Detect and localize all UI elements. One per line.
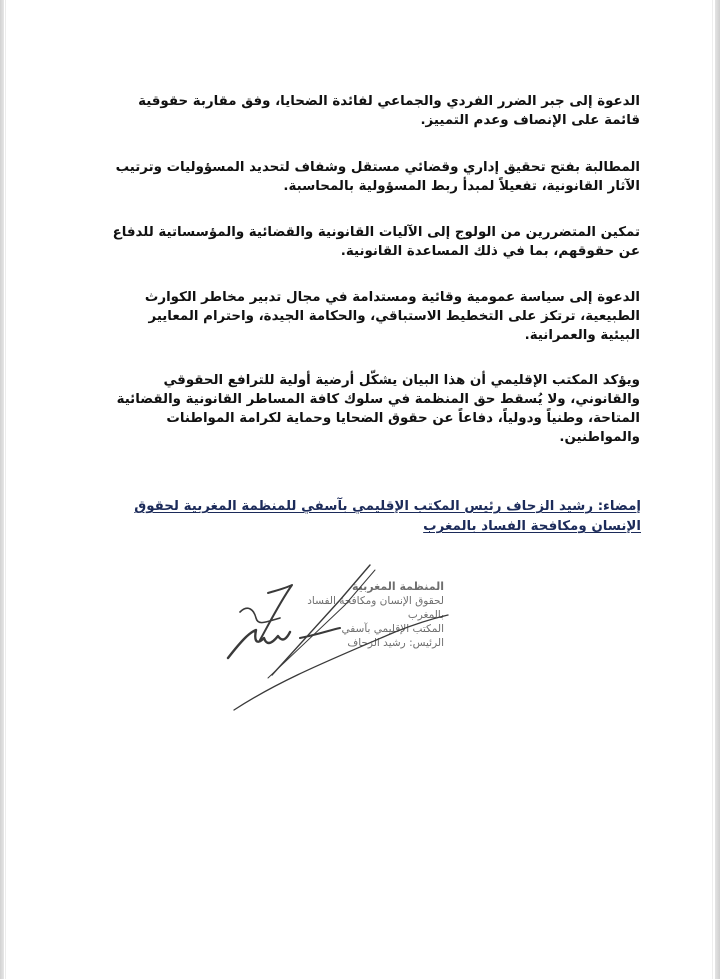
signature-stroke-diagonal-1 <box>272 565 370 675</box>
signature-stroke-base <box>228 630 290 658</box>
paragraph-investigation: المطالبة بفتح تحقيق إداري وقضائي مستقل وشفاف لتحديد المسؤوليات وترتيب الآثار القانونية، تفعيلاً لمبدأ ربط المسؤولية بالمحاسبة. <box>115 160 640 194</box>
signature-line: إمضاء: رشيد الزحاف رئيس المكتب الإقليمي بآسفي للمنظمة المغربية لحقوق الإنسان ومكافحة الفساد بالمغرب <box>134 499 641 534</box>
page-right-edge-line <box>712 0 713 979</box>
signature-stroke-flourish <box>300 628 340 638</box>
stamp-title: المنظمة المغربية <box>352 580 444 593</box>
signature-stroke-z <box>260 585 292 640</box>
paragraph-closing-statement: ويؤكد المكتب الإقليمي أن هذا البيان يشكّل أرضية أولية للترافع الحقوقي والقانوني، ولا يُسقط حق المنظمة في سلوك كافة المساطر القانونية والقضائية المتاحة، وطنياً ودولياً، دفاعاً عن حقوق الضحايا وحماية لكرامة المواطنات والمواطنين. <box>116 373 640 445</box>
paragraph-reparation: الدعوة إلى جبر الضرر الفردي والجماعي لفائدة الضحايا، وفق مقاربة حقوقية قائمة على الإنصاف وعدم التمييز. <box>138 94 640 128</box>
page-right-edge <box>715 0 720 979</box>
stamp-line-org: لحقوق الإنسان ومكافحة الفساد بالمغرب <box>307 595 444 621</box>
page-left-edge-line <box>5 0 6 979</box>
document-body <box>112 92 640 474</box>
paragraph-disaster-policy: الدعوة إلى سياسة عمومية وقائية ومستدامة في مجال تدبير مخاطر الكوارث الطبيعية، ترتكز على التخطيط الاستباقي، والحكامة الجيدة، واحترام المعايير البيئية والعمرانية. <box>144 290 640 343</box>
stamp-line-office: المكتب الإقليمي بآسفي <box>341 623 444 635</box>
handwritten-signature <box>220 560 460 720</box>
page-left-edge <box>0 0 4 979</box>
stamp-line-president: الرئيس: رشيد الزحاف <box>347 637 444 649</box>
paragraph-legal-access: تمكين المتضررين من الولوج إلى الآليات القانونية والقضائية والمؤسساتية للدفاع عن حقوقهم، بما في ذلك المساعدة القانونية. <box>112 225 640 259</box>
